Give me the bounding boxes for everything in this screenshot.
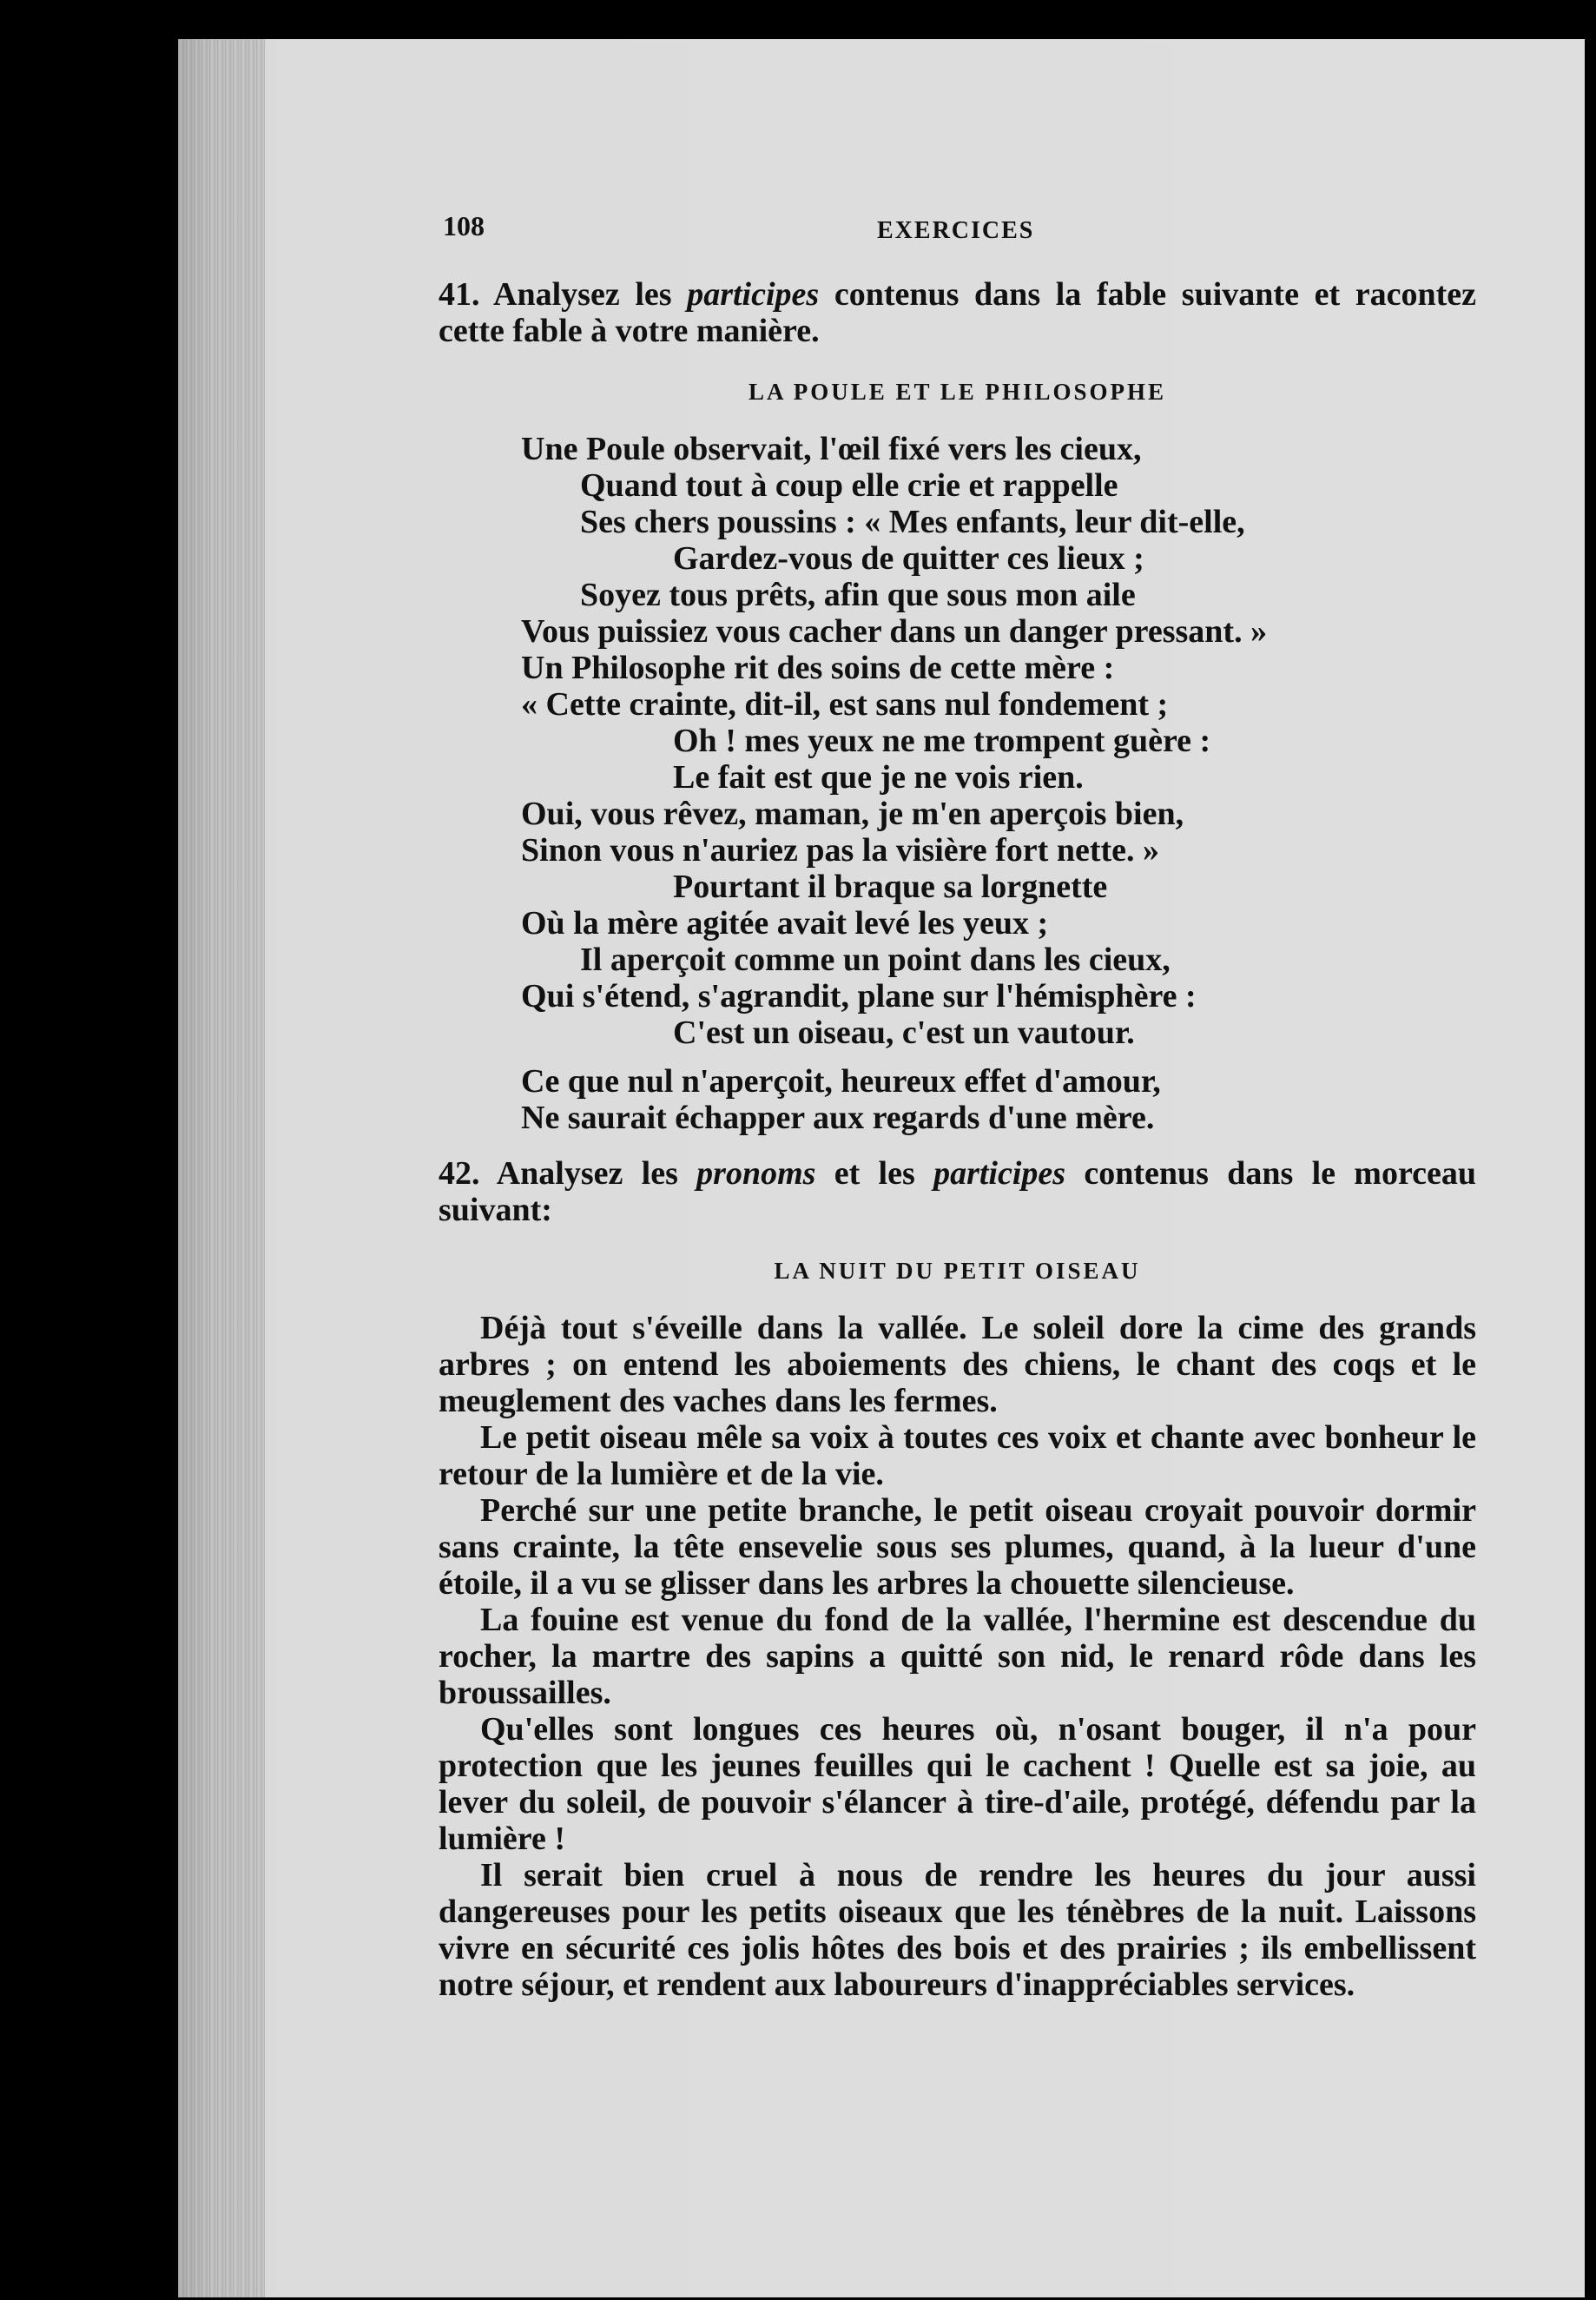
poem-line: Une Poule observait, l'œil fixé vers les cieux, [521, 431, 1142, 467]
instruction-text: Analysez les [479, 1155, 697, 1192]
exercise-41-instruction [439, 276, 1476, 349]
fable-poem [521, 431, 1476, 1051]
emphasis-term: pronoms [696, 1155, 816, 1192]
fable-title: LA POULE ET LE PHILOSOPHE [748, 379, 1167, 405]
poem-line: Quand tout à coup elle crie et rappelle [580, 467, 1118, 504]
poem-line: Sinon vous n'auriez pas la visière fort nette. » [521, 832, 1160, 869]
poem-line: C'est un oiseau, c'est un vautour. [673, 1015, 1135, 1051]
instruction-text: contenus dans la fable suivante et racontez cette fable à votre manière. [439, 276, 1476, 349]
story-paragraph: Le petit oiseau mêle sa voix à toutes ces voix et chante avec bonheur le retour de la lumière et de la vie. [439, 1419, 1476, 1492]
running-title: EXERCICES [877, 217, 1035, 244]
exercise-number: 41. [439, 276, 480, 313]
poem-line: « Cette crainte, dit-il, est sans nul fondement ; [521, 686, 1169, 723]
instruction-text: contenus dans le morceau suivant: [439, 1155, 1476, 1228]
page-gutter [178, 39, 265, 2297]
story-paragraph: Déjà tout s'éveille dans la vallée. Le soleil dore la cime des grands arbres ; on entend les aboiements des chiens, le chant des coqs et le meuglement des vaches dans les fermes. [439, 1310, 1476, 1419]
exercise-42-instruction [439, 1155, 1476, 1228]
poem-line: Soyez tous prêts, afin que sous mon aile [580, 577, 1136, 613]
story-paragraph: Perché sur une petite branche, le petit oiseau croyait pouvoir dormir sans crainte, la tête ensevelie sous ses plumes, quand, à la lueur d'une étoile, il a vu se glisser dans les arbres la chouette silencieuse. [439, 1492, 1476, 1602]
poem-line: Qui s'étend, s'agrandit, plane sur l'hémisphère : [521, 978, 1197, 1015]
page-content [439, 276, 1476, 2003]
poem-line: Pourtant il braque sa lorgnette [673, 869, 1108, 905]
poem-line: Ce que nul n'aperçoit, heureux effet d'amour, [521, 1063, 1161, 1100]
poem-line: Où la mère agitée avait levé les yeux ; [521, 905, 1049, 942]
poem-line: Un Philosophe rit des soins de cette mère : [521, 650, 1115, 686]
poem-line: Le fait est que je ne vois rien. [673, 759, 1084, 796]
story-text [439, 1310, 1476, 2003]
poem-line: Ses chers poussins : « Mes enfants, leur dit-elle, [580, 504, 1245, 540]
poem-line: Oh ! mes yeux ne me trompent guère : [673, 723, 1211, 759]
emphasis-term: participes [933, 1155, 1066, 1192]
poem-line: Gardez-vous de quitter ces lieux ; [673, 540, 1144, 577]
exercise-number: 42. [439, 1155, 480, 1192]
instruction-text: et les [815, 1155, 934, 1192]
story-paragraph: Qu'elles sont longues ces heures où, n'osant bouger, il n'a pour protection que les jeunes feuilles qui le cachent ! Quelle est sa joie, au lever du soleil, de pouvoir s'élancer à tire-d'aile, protégé, défendu par la lumière ! [439, 1711, 1476, 1857]
poem-line: Il aperçoit comme un point dans les cieux, [580, 942, 1171, 978]
page-number: 108 [443, 210, 485, 241]
story-paragraph: Il serait bien cruel à nous de rendre les heures du jour aussi dangereuses pour les petits oiseaux que les ténèbres de la nuit. Laissons vivre en sécurité ces jolis hôtes des bois et des prairies ; ils embellissent notre séjour, et rendent aux laboureurs d'inappréciables services. [439, 1857, 1476, 2003]
poem-line: Ne saurait échapper aux regards d'une mère. [521, 1100, 1155, 1136]
poem-line: Oui, vous rêvez, maman, je m'en aperçois bien, [521, 796, 1184, 832]
story-paragraph: La fouine est venue du fond de la vallée, l'hermine est descendue du rocher, la martre des sapins a quitté son nid, le renard rôde dans les broussailles. [439, 1602, 1476, 1711]
fable-closing [521, 1063, 1476, 1136]
instruction-text: Analysez les [479, 276, 688, 313]
story-title: LA NUIT DU PETIT OISEAU [774, 1258, 1141, 1284]
emphasis-term: participes [687, 276, 820, 313]
poem-line: Vous puissiez vous cacher dans un danger pressant. » [521, 613, 1268, 650]
